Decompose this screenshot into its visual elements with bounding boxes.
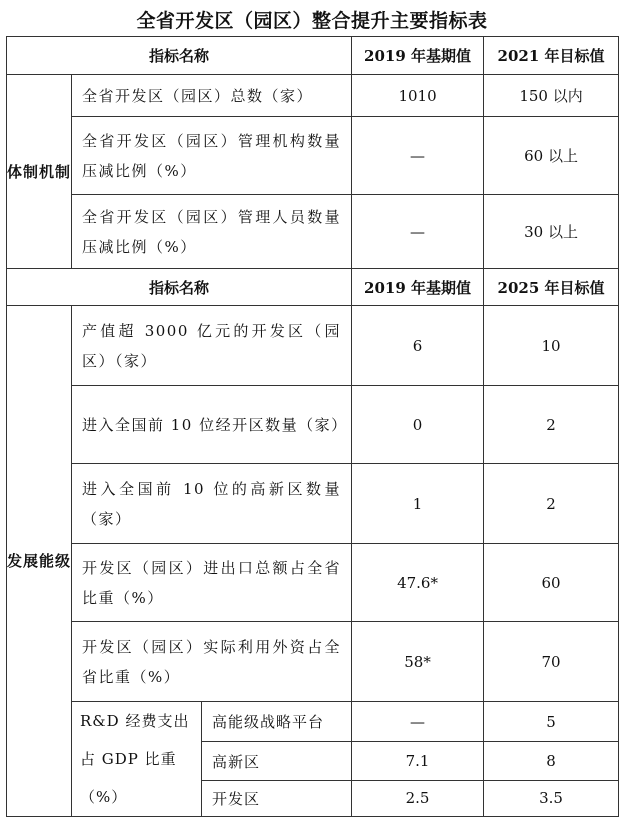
target-value: 150 以内 — [484, 75, 619, 117]
target-value: 10 — [484, 306, 619, 386]
indicator-name: 全省开发区（园区）总数（家） — [72, 75, 352, 117]
indicator-name: 开发区（园区）进出口总额占全省比重（%） — [72, 544, 352, 622]
header-base-value: 2019 年基期值 — [352, 269, 484, 306]
sub-indicator-name: 高新区 — [202, 742, 352, 780]
header-indicator-name: 指标名称 — [7, 37, 352, 75]
sub-indicator-name: 开发区 — [202, 780, 352, 816]
page-title: 全省开发区（园区）整合提升主要指标表 — [136, 10, 488, 32]
base-value: 58* — [352, 622, 484, 702]
target-value: 60 以上 — [484, 117, 619, 195]
table-row — [7, 195, 619, 269]
indicator-name: 进入全国前 10 位经开区数量（家） — [72, 386, 352, 464]
target-value: 30 以上 — [484, 195, 619, 269]
base-value: 2.5 — [352, 780, 484, 816]
indicator-table — [6, 36, 619, 817]
target-value: 2 — [484, 464, 619, 544]
indicator-name: 产值超 3000 亿元的开发区（园区）（家） — [72, 306, 352, 386]
header-indicator-name: 指标名称 — [7, 269, 352, 306]
base-value: — — [352, 117, 484, 195]
table-row — [7, 386, 619, 464]
table-row — [7, 702, 619, 742]
base-value: — — [352, 195, 484, 269]
header-base-value: 2019 年基期值 — [352, 37, 484, 75]
table-row — [7, 117, 619, 195]
base-value: 0 — [352, 386, 484, 464]
target-value: 60 — [484, 544, 619, 622]
section2-header-row — [7, 269, 619, 306]
section1-header-row — [7, 37, 619, 75]
base-value: 6 — [352, 306, 484, 386]
indicator-name: 开发区（园区）实际利用外资占全省比重（%） — [72, 622, 352, 702]
table-row — [7, 464, 619, 544]
base-value: 1010 — [352, 75, 484, 117]
table-row — [7, 306, 619, 386]
indicator-name: 全省开发区（园区）管理机构数量压减比例（%） — [72, 117, 352, 195]
target-value: 5 — [484, 702, 619, 742]
table-row — [7, 622, 619, 702]
header-target-value: 2025 年目标值 — [484, 269, 619, 306]
group-label-system: 体制机制 — [7, 75, 72, 269]
indicator-name: 进入全国前 10 位的高新区数量（家） — [72, 464, 352, 544]
base-value: — — [352, 702, 484, 742]
header-target-value: 2021 年目标值 — [484, 37, 619, 75]
table-row — [7, 75, 619, 117]
base-value: 1 — [352, 464, 484, 544]
sub-indicator-name: 高能级战略平台 — [202, 702, 352, 742]
group-label-development: 发展能级 — [7, 306, 72, 817]
table-row — [7, 544, 619, 622]
indicator-name: 全省开发区（园区）管理人员数量压减比例（%） — [72, 195, 352, 269]
target-value: 3.5 — [484, 780, 619, 816]
target-value: 8 — [484, 742, 619, 780]
rd-indicator-label: R&D 经费支出占 GDP 比重（%） — [72, 702, 202, 817]
base-value: 47.6* — [352, 544, 484, 622]
target-value: 70 — [484, 622, 619, 702]
target-value: 2 — [484, 386, 619, 464]
base-value: 7.1 — [352, 742, 484, 780]
